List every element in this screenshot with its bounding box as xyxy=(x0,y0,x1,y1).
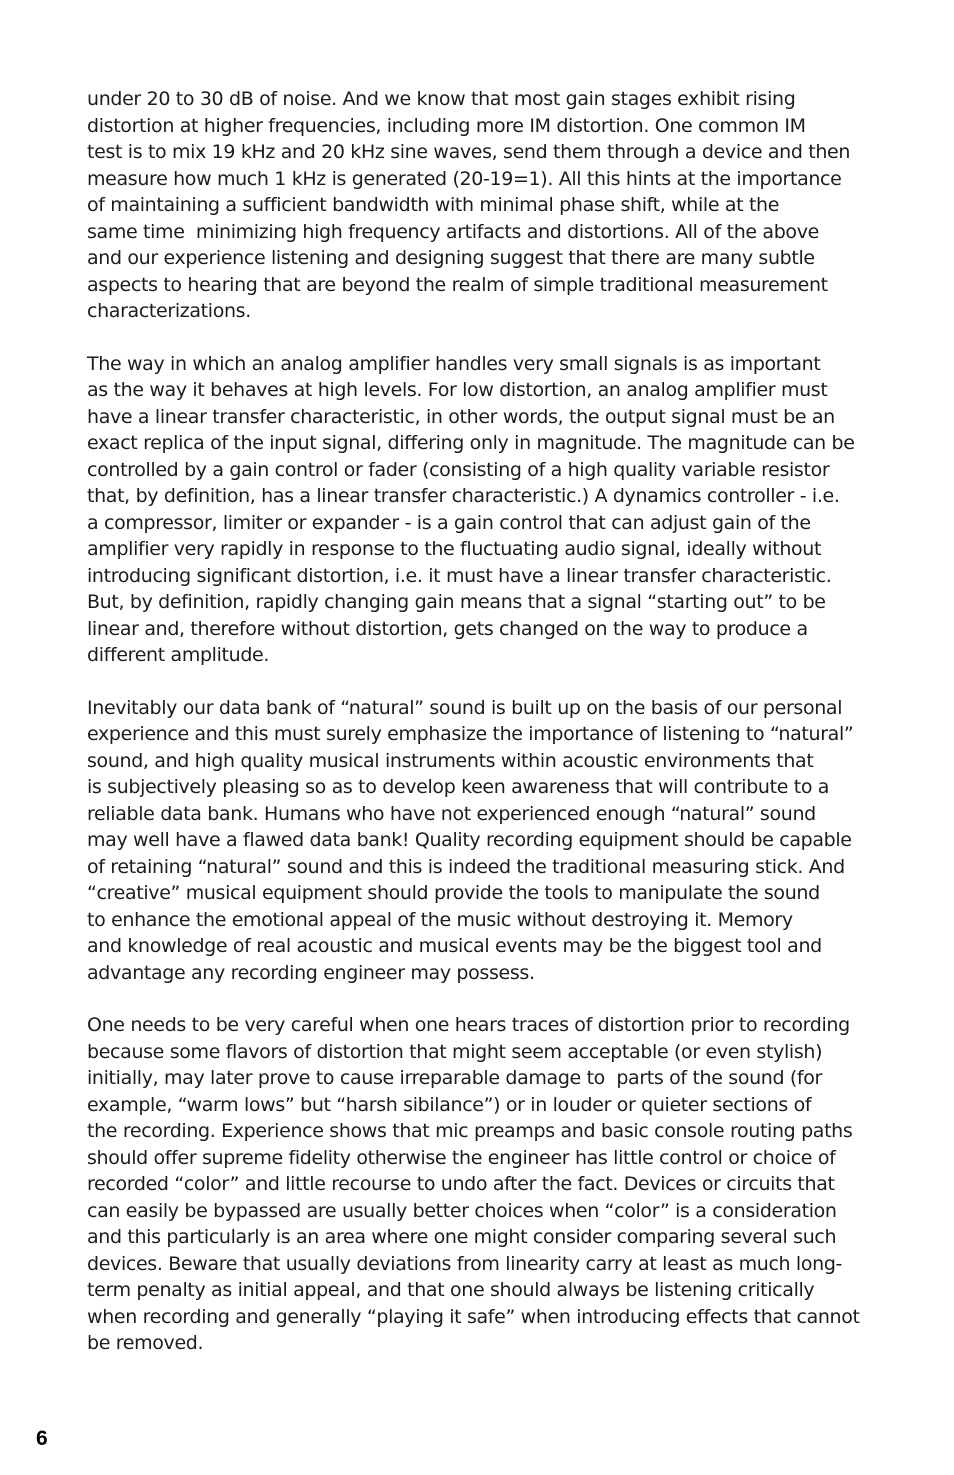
text-line: of maintaining a sufficient bandwidth with minimal phase shift, while at the xyxy=(87,194,780,216)
text-line: under 20 to 30 dB of noise. And we know that most gain stages exhibit rising xyxy=(87,88,796,110)
text-line: should offer supreme fidelity otherwise the engineer has little control or choice of xyxy=(87,1146,836,1169)
text-line: is subjectively pleasing so as to develop keen awareness that will contribute to a xyxy=(87,776,830,798)
text-line: sound, and high quality musical instruments within acoustic environments that xyxy=(87,749,814,772)
text-line: The way in which an analog amplifier handles very small signals is as important xyxy=(87,352,821,375)
text-line: measure how much 1 kHz is generated (20-19=1). All this hints at the importance xyxy=(87,167,842,190)
text-line: One needs to be very careful when one hears traces of distortion prior to recording xyxy=(87,1014,850,1036)
paragraph xyxy=(87,351,877,669)
body-text xyxy=(87,86,877,1383)
text-line: “creative” musical equipment should provide the tools to manipulate the sound xyxy=(87,882,820,904)
text-line: exact replica of the input signal, differing only in magnitude. The magnitude can be xyxy=(87,432,855,454)
text-line: recorded “color” and little recourse to undo after the fact. Devices or circuits that xyxy=(87,1173,835,1195)
text-line: the recording. Experience shows that mic preamps and basic console routing paths xyxy=(87,1120,853,1142)
text-line: be removed. xyxy=(87,1332,204,1354)
paragraph xyxy=(87,1012,877,1357)
text-line: as the way it behaves at high levels. For low distortion, an analog amplifier must xyxy=(87,379,828,401)
text-line: initially, may later prove to cause irreparable damage to parts of the sound (for xyxy=(87,1067,823,1089)
paragraph xyxy=(87,86,877,325)
text-line: and our experience listening and designing suggest that there are many subtle xyxy=(87,247,815,269)
text-line: a compressor, limiter or expander - is a gain control that can adjust gain of the xyxy=(87,511,811,534)
text-line: and this particularly is an area where one might consider comparing several such xyxy=(87,1226,837,1248)
text-line: But, by definition, rapidly changing gain means that a signal “starting out” to be xyxy=(87,591,826,613)
text-line: aspects to hearing that are beyond the realm of simple traditional measurement xyxy=(87,273,828,296)
text-line: Inevitably our data bank of “natural” sound is built up on the basis of our personal xyxy=(87,696,843,719)
text-line: characterizations. xyxy=(87,300,251,322)
text-line: and knowledge of real acoustic and musical events may be the biggest tool and xyxy=(87,935,822,957)
text-line: because some flavors of distortion that might seem acceptable (or even stylish) xyxy=(87,1040,823,1063)
text-line: that, by definition, has a linear transfer characteristic.) A dynamics controller - i.e. xyxy=(87,485,840,507)
text-line: different amplitude. xyxy=(87,644,270,666)
text-line: amplifier very rapidly in response to the fluctuating audio signal, ideally without xyxy=(87,538,822,560)
text-line: distortion at higher frequencies, including more IM distortion. One common IM xyxy=(87,114,806,137)
text-line: can easily be bypassed are usually better choices when “color” is a consideration xyxy=(87,1199,837,1222)
text-line: reliable data bank. Humans who have not experienced enough “natural” sound xyxy=(87,802,816,825)
paragraph xyxy=(87,695,877,987)
text-line: experience and this must surely emphasize the importance of listening to “natural” xyxy=(87,723,854,745)
text-line: may well have a flawed data bank! Quality recording equipment should be capable xyxy=(87,829,852,851)
text-line: same time minimizing high frequency artifacts and distortions. All of the above xyxy=(87,220,819,243)
text-line: have a linear transfer characteristic, in other words, the output signal must be an xyxy=(87,405,835,428)
text-line: test is to mix 19 kHz and 20 kHz sine waves, send them through a device and then xyxy=(87,141,851,163)
text-line: advantage any recording engineer may possess. xyxy=(87,961,535,984)
page-number: 6 xyxy=(36,1427,48,1450)
text-line: of retaining “natural” sound and this is indeed the traditional measuring stick. And xyxy=(87,855,845,878)
text-line: to enhance the emotional appeal of the music without destroying it. Memory xyxy=(87,908,793,931)
text-line: when recording and generally “playing it safe” when introducing effects that cannot xyxy=(87,1305,860,1328)
text-line: linear and, therefore without distortion, gets changed on the way to produce a xyxy=(87,617,808,640)
text-line: example, “warm lows” but “harsh sibilance”) or in louder or quieter sections of xyxy=(87,1093,812,1116)
text-line: introducing significant distortion, i.e. it must have a linear transfer characteristic. xyxy=(87,564,832,587)
text-line: term penalty as initial appeal, and that one should always be listening critically xyxy=(87,1279,815,1301)
text-line: devices. Beware that usually deviations from linearity carry at least as much long- xyxy=(87,1252,843,1275)
text-line: controlled by a gain control or fader (consisting of a high quality variable resistor xyxy=(87,458,830,481)
